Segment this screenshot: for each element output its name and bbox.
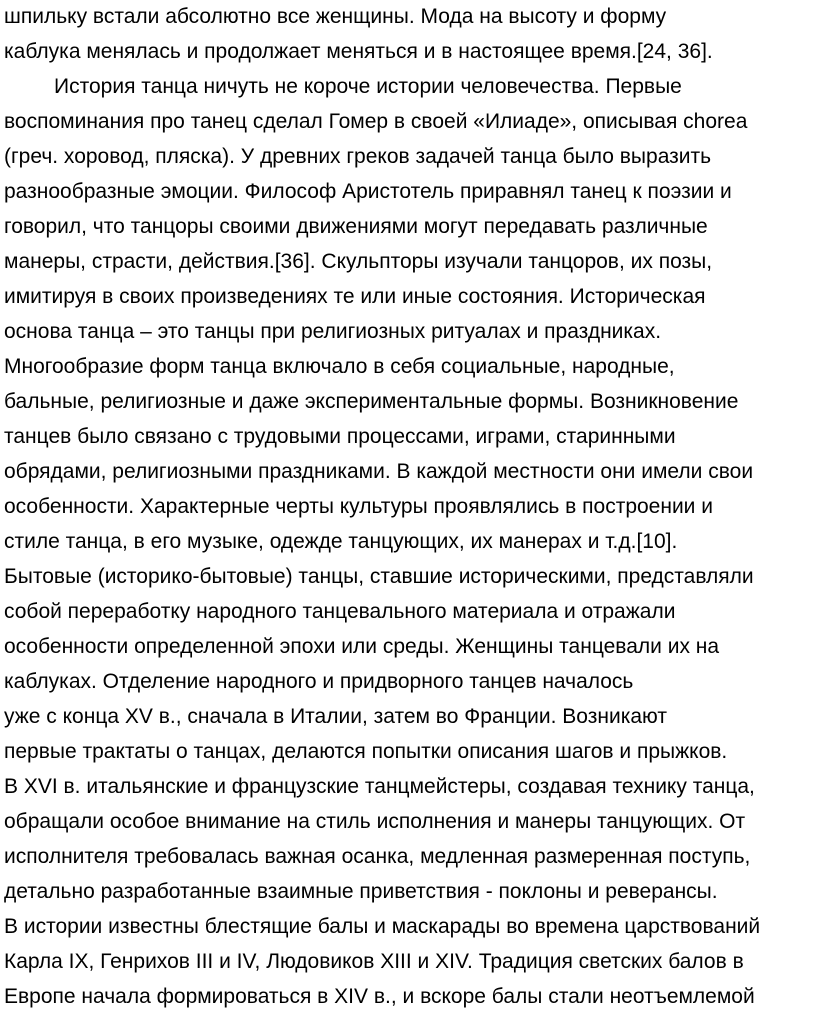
text-line: каблука менялась и продолжает меняться и в настоящее время.[24, 36]. <box>4 40 713 63</box>
text-line: уже с конца XV в., сначала в Италии, затем во Франции. Возникают <box>4 705 667 728</box>
text-line: манеры, страсти, действия.[36]. Скульпторы изучали танцоров, их позы, <box>4 250 713 273</box>
text-line: каблуках. Отделение народного и придворного танцев началось <box>4 670 634 693</box>
text-line: обращали особое внимание на стиль исполнения и манеры танцующих. От <box>4 810 746 833</box>
text-line: разнообразные эмоции. Философ Аристотель приравнял танец к поэзии и <box>4 180 732 203</box>
text-line: шпильку встали абсолютно все женщины. Мода на высоту и форму <box>4 5 667 28</box>
text-line: В XVI в. итальянские и французские танцмейстеры, создавая технику танца, <box>4 775 755 798</box>
text-line: имитируя в своих произведениях те или иные состояния. Историческая <box>4 285 706 308</box>
text-line: В истории известны блестящие балы и маскарады во времена царствований <box>4 915 761 938</box>
text-line: стиле танца, в его музыке, одежде танцующих, их манерах и т.д.[10]. <box>4 530 678 553</box>
text-line: исполнителя требовалась важная осанка, медленная размеренная поступь, <box>4 845 751 868</box>
text-line: детально разработанные взаимные приветствия - поклоны и реверансы. <box>4 880 718 903</box>
text-line: воспоминания про танец сделал Гомер в своей «Илиаде», описывая chorea <box>4 110 748 133</box>
text-line: говорил, что танцоры своими движениями могут передавать различные <box>4 215 708 238</box>
text-line: собой переработку народного танцевального материала и отражали <box>4 600 676 623</box>
text-line: особенности определенной эпохи или среды. Женщины танцевали их на <box>4 635 720 658</box>
text-line: Бытовые (историко-бытовые) танцы, ставшие историческими, представляли <box>4 565 754 588</box>
text-line: особенности. Характерные черты культуры проявлялись в построении и <box>4 495 713 518</box>
text-line: Многообразие форм танца включало в себя социальные, народные, <box>4 355 675 378</box>
text-line: бальные, религиозные и даже экспериментальные формы. Возникновение <box>4 390 739 413</box>
text-line: (греч. хоровод, пляска). У древних греков задачей танца было выразить <box>4 145 712 168</box>
text-line: Карла IX, Генрихов III и IV, Людовиков XIII и XIV. Традиция светских балов в <box>4 950 744 973</box>
text-line: основа танца – это танцы при религиозных ритуалах и праздниках. <box>4 320 662 343</box>
document-page <box>4 0 812 1014</box>
text-line: танцев было связано с трудовыми процессами, играми, старинными <box>4 425 676 448</box>
text-line: обрядами, религиозными праздниками. В каждой местности они имели свои <box>4 460 754 483</box>
paragraph-first-line: История танца ничуть не короче истории человечества. Первые <box>54 75 682 98</box>
text-line: Европе начала формироваться в XIV в., и вскоре балы стали неотъемлемой <box>4 985 755 1008</box>
text-line: первые трактаты о танцах, делаются попытки описания шагов и прыжков. <box>4 740 728 763</box>
